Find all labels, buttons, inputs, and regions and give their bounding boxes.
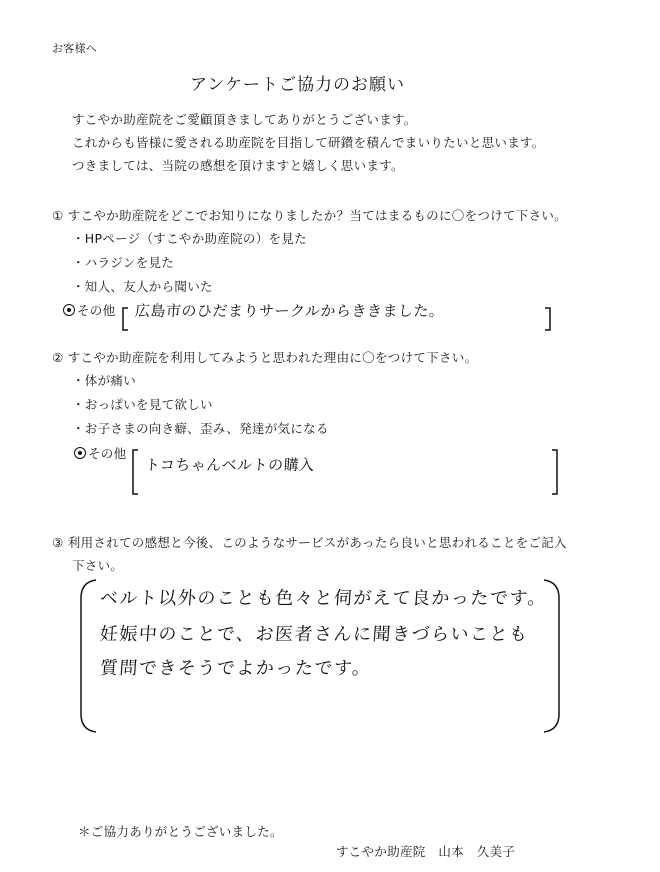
page-title: アンケートご協力のお願い (190, 75, 405, 95)
q2-option: ・お子さまの向き癖、歪み、発達が気になる (72, 421, 329, 436)
q2-other-label: その他 (88, 446, 127, 461)
question-2-text: ② すこやか助産院を利用してみようと思われた理由に〇をつけて下さい。 (52, 350, 478, 365)
left-paren-icon (78, 578, 98, 734)
q2-option: ・体が痛い (72, 373, 137, 388)
selected-circle-mark (63, 304, 75, 316)
q1-option: ・知人、友人から聞いた (72, 279, 213, 294)
left-bracket-icon (120, 306, 130, 332)
question-3-text: ③ 利用されての感想と今後、このようなサービスがあったら良いと思われることをご記入 (52, 535, 567, 550)
intro-line: すこやか助産院をご愛顧頂きましてありがとうございます。 (72, 112, 417, 127)
q2-other-option (74, 444, 126, 462)
q1-handwritten-answer: 広島市のひだまりサークルからききました。 (134, 302, 446, 320)
left-bracket-icon (130, 448, 140, 496)
right-bracket-icon (543, 306, 553, 332)
q3-handwritten-line: 妊娠中のことで、お医者さんに聞きづらいことも (99, 624, 530, 645)
intro-line: これからも皆様に愛される助産院を目指して研鑚を積んでまいりたいと思います。 (72, 135, 545, 150)
signature: すこやか助産院 山本 久美子 (336, 844, 516, 859)
question-1-text: ① すこやか助産院をどこでお知りになりましたか？当てはまるものに〇をつけて下さい。 (52, 208, 567, 223)
q1-other-label: その他 (77, 303, 116, 318)
addressee: お客様へ (52, 42, 98, 55)
right-bracket-icon (550, 448, 560, 496)
q3-handwritten-line: ベルト以外のことも色々と伺がえて良かったです。 (99, 588, 548, 609)
question-3-text-cont: 下さい。 (72, 558, 124, 573)
q1-other-option (63, 301, 115, 319)
q2-handwritten-answer: トコちゃんベルトの購入 (144, 456, 316, 474)
right-paren-icon (542, 578, 562, 734)
q2-option: ・おっぱいを見て欲しい (72, 397, 213, 412)
q1-option: ・HPページ（すこやか助産院の）を見た (72, 231, 307, 246)
thanks-note: ＊ご協力ありがとうございました。 (78, 824, 283, 839)
q1-option: ・ハラジンを見た (72, 255, 175, 270)
q3-handwritten-line: 質問できそうでよかったです。 (99, 658, 373, 679)
selected-circle-mark (74, 447, 86, 459)
intro-line: つきましては、当院の感想を頂けますと嬉しく思います。 (72, 158, 404, 173)
